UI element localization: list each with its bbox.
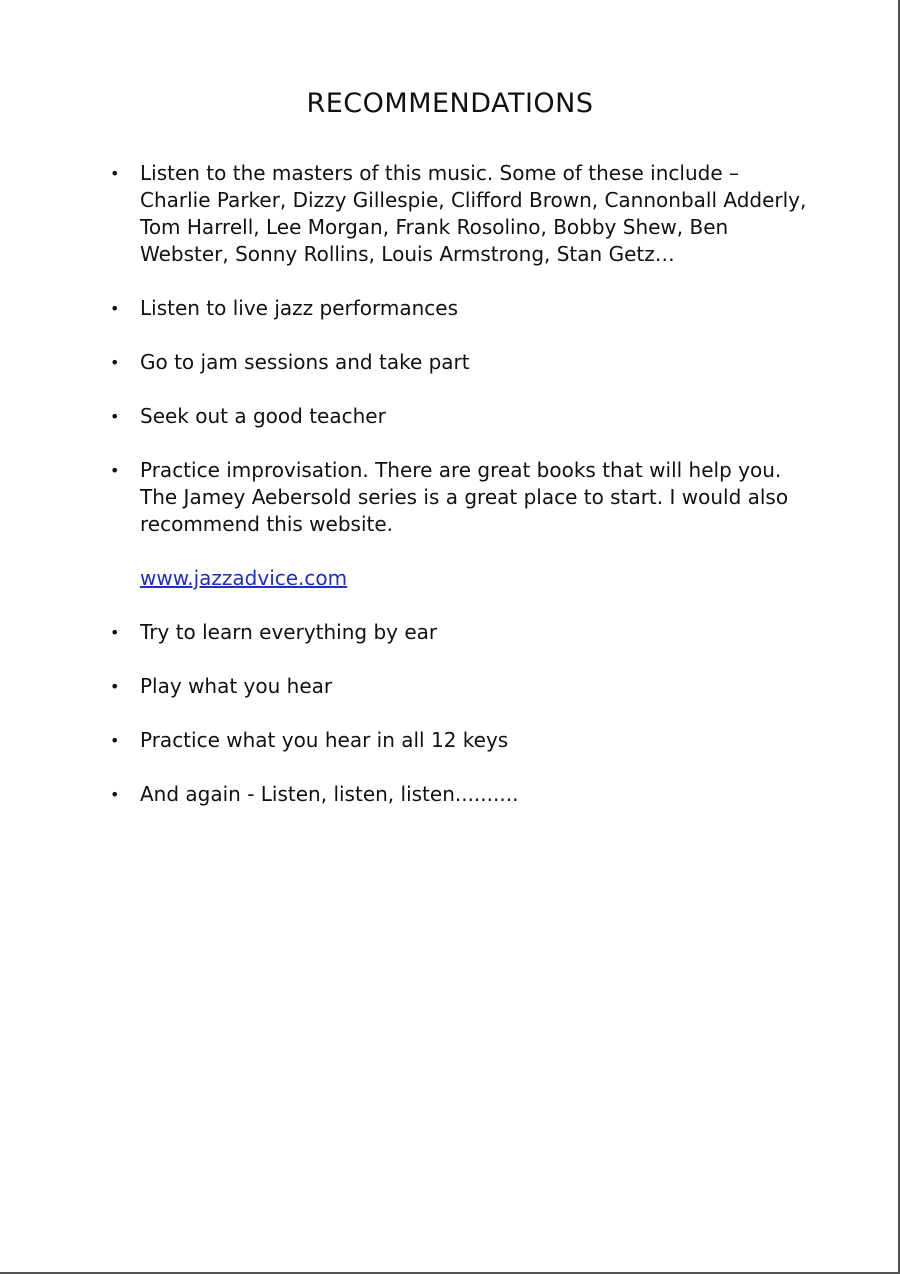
list-item — [108, 619, 808, 646]
bullet-icon: • — [110, 677, 120, 696]
bullet-icon: • — [110, 731, 120, 750]
bullet-icon: • — [110, 353, 120, 372]
bullet-icon: • — [110, 785, 120, 804]
list-item — [108, 160, 808, 268]
item-text: Listen to live jazz performances — [140, 296, 459, 320]
page-title: RECOMMENDATIONS — [306, 88, 594, 119]
item-text: Go to jam sessions and take part — [140, 350, 470, 374]
item-text: Practice improvisation. There are great books that will help you. The Jamey Aebersold series is a great place to start. I would also recommend this website. — [140, 458, 789, 536]
list-item — [108, 457, 808, 592]
bullet-icon: • — [110, 461, 120, 480]
list-item — [108, 349, 808, 376]
recommendations-list — [108, 160, 808, 835]
bullet-icon: • — [110, 623, 120, 642]
list-item — [108, 727, 808, 754]
bullet-icon: • — [110, 407, 120, 426]
jazzadvice-link[interactable]: www.jazzadvice.com — [140, 566, 348, 590]
list-item — [108, 781, 808, 808]
link-row — [140, 565, 808, 592]
item-text: Seek out a good teacher — [140, 404, 386, 428]
item-text: Listen to the masters of this music. Some of these include – Charlie Parker, Dizzy Gillespie, Clifford Brown, Cannonball Adderly, Tom Harrell, Lee Morgan, Frank Rosolino, Bobby Shew, Ben Webster, Sonny Rollins, Louis Armstrong, Stan Getz… — [140, 161, 807, 266]
bullet-icon: • — [110, 164, 120, 183]
item-text: Try to learn everything by ear — [140, 620, 438, 644]
list-item — [108, 403, 808, 430]
bullet-icon: • — [110, 299, 120, 318]
list-item — [108, 673, 808, 700]
list-item — [108, 295, 808, 322]
item-text: Practice what you hear in all 12 keys — [140, 728, 509, 752]
item-text: Play what you hear — [140, 674, 333, 698]
item-text: And again - Listen, listen, listen.......... — [140, 782, 519, 806]
